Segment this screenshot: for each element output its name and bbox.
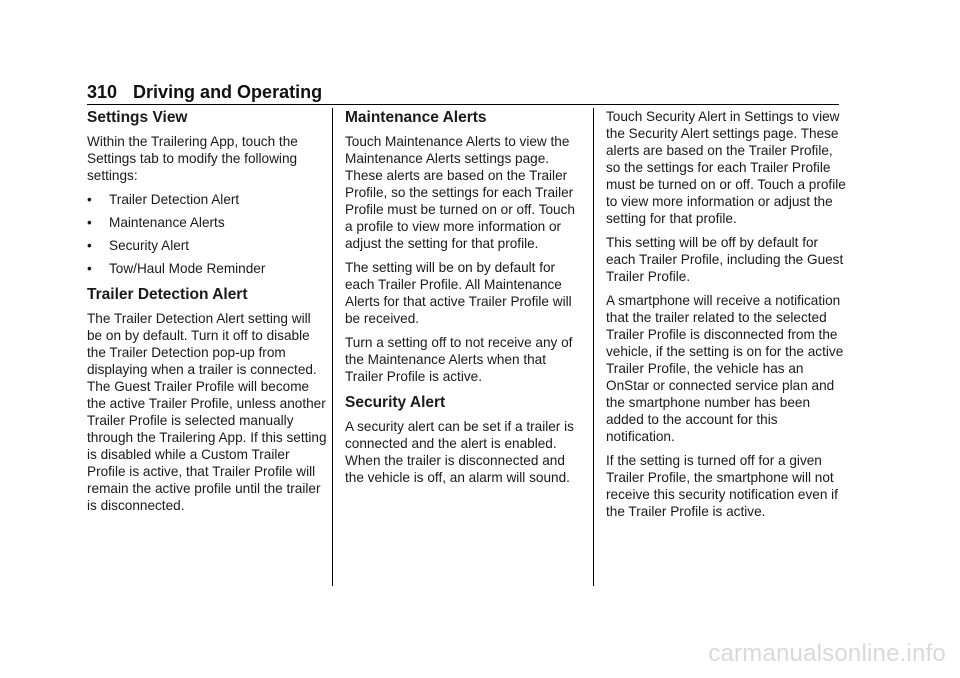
column-1 [87, 108, 327, 521]
settings-view-intro: Within the Trailering App, touch the Settings tab to modify the following settings: [87, 134, 298, 183]
bullet: • [87, 192, 92, 207]
security-paragraph-3: A smartphone will receive a notification that the trailer related to the selected Trailer Profile is disconnected from the vehicle, if the setting is on for the active Trailer Profile, the vehicle has an OnStar or connected service plan and the smartphone number has been added to the account for this notification. [606, 293, 844, 444]
maintenance-paragraph-1: Touch Maintenance Alerts to view the Maintenance Alerts settings page. These alerts are based on the Trailer Profile, so the settings for each Trailer Profile must be turned on or off. Touch a profile to view more information or adjust the setting for that profile. [345, 134, 575, 251]
settings-list [87, 191, 327, 277]
maintenance-paragraph-2: The setting will be on by default for each Trailer Profile. All Maintenance Alerts for that active Trailer Profile will be received. [345, 260, 572, 326]
column-divider-2 [593, 108, 594, 586]
page-number: 310 [87, 82, 118, 102]
heading-trailer-detection-alert: Trailer Detection Alert [87, 286, 248, 303]
security-paragraph-2: This setting will be off by default for each Trailer Profile, including the Guest Trailer Profile. [606, 235, 844, 284]
security-paragraph-4: If the setting is turned off for a given Trailer Profile, the smartphone will not receive this security notification even if the Trailer Profile is active. [606, 453, 838, 519]
page-header [87, 82, 322, 103]
section-title: Driving and Operating [133, 82, 323, 102]
heading-settings-view: Settings View [87, 109, 188, 126]
trailer-detection-paragraph: The Trailer Detection Alert setting will be on by default. Turn it off to disable the Trailer Detection pop-up from displaying when a trailer is connected. The Guest Trailer Profile will become the active Trailer Profile, unless another Trailer Profile is selected manually through the Trailering App. If this setting is disabled while a Custom Trailer Profile is active, that Trailer Profile will remain the active profile until the trailer is disconnected. [87, 311, 327, 513]
bullet: • [87, 238, 92, 253]
bullet: • [87, 261, 92, 276]
column-divider-1 [332, 108, 333, 586]
maintenance-paragraph-3: Turn a setting off to not receive any of the Maintenance Alerts when that Trailer Profile is active. [345, 335, 573, 384]
heading-security-alert: Security Alert [345, 394, 446, 411]
column-3 [606, 108, 846, 527]
list-item: • Trailer Detection Alert [87, 192, 240, 207]
list-item: • Security Alert [87, 238, 190, 253]
header-rule [87, 104, 839, 105]
security-alert-paragraph: A security alert can be set if a trailer is connected and the alert is enabled. When the trailer is disconnected and the vehicle is off, an alarm will sound. [345, 419, 574, 485]
heading-maintenance-alerts: Maintenance Alerts [345, 109, 487, 126]
security-paragraph-1: Touch Security Alert in Settings to view the Security Alert settings page. These alerts are based on the Trailer Profile, so the settings for each Trailer Profile must be turned on or off. Touch a profile to view more information or adjust the setting for that profile. [606, 109, 846, 226]
column-2 [345, 108, 585, 493]
watermark: carmanualsonline.info [708, 640, 946, 667]
list-item: • Tow/Haul Mode Reminder [87, 261, 266, 276]
list-item: • Maintenance Alerts [87, 215, 225, 230]
bullet: • [87, 215, 92, 230]
